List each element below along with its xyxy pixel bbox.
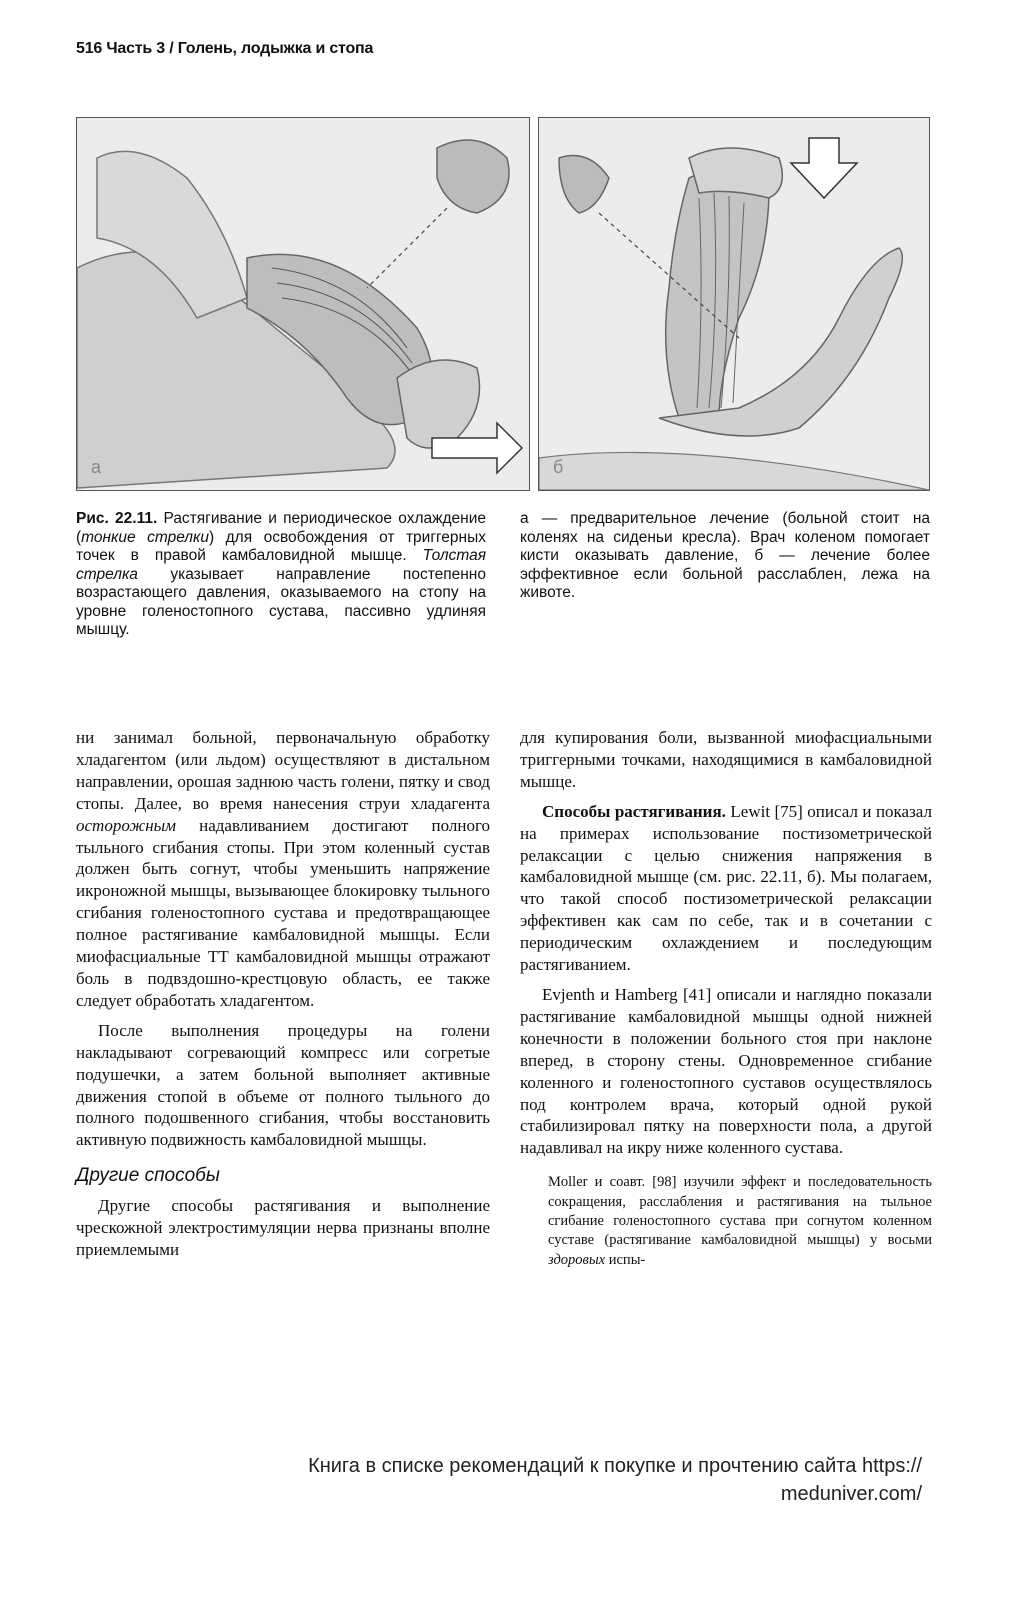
caption-figure-number: Рис. 22.11. — [76, 510, 158, 527]
paragraph-text: надавливанием достигают полного тыльного сгибания стопы. При этом коленный сустав должен быть согнут, чтобы уменьшить напряжение икроножной мышцы, вызывающее блокировку тыльного сгибания голеностопного сустава и предотвращающее полное растягивание камбаловидной мышцы. Если миофасциальные ТТ камбаловидной мышцы отражают боль в подвздошно-крестцовую область, ее также следует обработать хладагентом. — [76, 815, 490, 1010]
figure-a-illustration — [76, 117, 530, 491]
caption-text-3: указывает направление постепенно возрастающего давления, оказываемого на стопу на уровне голеностопного сустава, пассивно удлиняя мышцу. — [76, 565, 486, 638]
small-print-paragraph — [520, 1173, 932, 1270]
caption-italic-2: Толстая стрелка — [76, 547, 486, 583]
footer-line-2: meduniver.com/ — [780, 1483, 922, 1505]
caption-italic-1: тонкие стрелки — [81, 528, 209, 546]
body-column-left — [76, 727, 490, 1261]
paragraph: для купирования боли, вызванной миофасциальными триггерными точками, находящимися в камбаловидной мышце. — [520, 728, 932, 791]
figure-b-illustration — [538, 117, 930, 491]
figure-caption-left — [76, 510, 486, 640]
paragraph-text: Lewit [75] описал и показал на примерах использование постизометрической релаксации с целью снижения напряжения в камбаловидной мышце (см. рис. 22.11, б). Мы полагаем, что такой способ постизометрической релаксации эффективен как сам по себе, так и в сочетании с периодическим охлаждением и последующим растягиванием. — [520, 801, 932, 975]
paragraph: Другие способы растягивания и выполнение чрескожной электростимуляции нерва признаны вполне приемлемыми — [76, 1196, 490, 1259]
paragraph-text: ни занимал больной, первоначальную обработку хладагентом (или льдом) осуществляют в дистальном направлении, орошая заднюю часть голени, пятку и свод стопы. Далее, во время нанесения струи хладагента — [76, 728, 490, 813]
paragraph — [520, 801, 932, 976]
site-recommendation-footer — [162, 1452, 922, 1508]
footer-line-1: Книга в списке рекомендаций к покупке и прочтению сайта https:// — [308, 1455, 922, 1477]
section-subheading: Другие способы — [76, 1165, 220, 1187]
figure-caption-right: а — предварительное лечение (больной стоит на коленях на сиденьи кресла). Врач коленом помогает кисти оказывать давление, б — лечение более эффективное если больной расслаблен, лежа на животе. — [520, 510, 930, 601]
paragraph: После выполнения процедуры на голени накладывают согревающий компресс или согретые подушечки, а затем больной выполняет активные движения стопой в объеме от полного тыльного до полного подошвенного сгибания, чтобы восстановить активную подвижность камбаловидной мышцы. — [76, 1020, 490, 1150]
paragraph-italic: осторожным — [76, 815, 177, 835]
paragraph-text: Moller и соавт. [98] изучили эффект и последовательность сокращения, расслабления и растягивания на тыльное сгибание голеностопного сустава при согнутом коленном суставе (растягивание камбаловидной мышцы) у восьми — [548, 1174, 932, 1249]
paragraph-text: испы- — [605, 1251, 646, 1268]
paragraph-italic: здоровых — [548, 1251, 606, 1268]
figure-b-drawing — [539, 118, 929, 490]
figure-b-label: б — [553, 457, 564, 477]
section-run-in-heading: Способы растягивания. — [542, 801, 726, 821]
caption-text-2: ) для освобождения от триггерных точек в правой камбаловидной мышце. — [76, 528, 486, 564]
figure-a-label: a — [91, 457, 102, 477]
running-header: 516 Часть 3 / Голень, лодыжка и стопа — [76, 40, 374, 57]
paragraph — [76, 727, 490, 1012]
figure-a-drawing — [77, 118, 529, 490]
paragraph: Evjenth и Hamberg [41] описали и наглядно показали растягивание камбаловидной мышцы одной нижней конечности в положении больного стоя при наклоне вперед, в сторону стены. Одновременное сгибание коленного и голеностопного суставов осуществлялось под контролем врача, который одной рукой стабилизировал пятку на поверхности пола, а другой надавливал на икру ниже коленного сустава. — [520, 984, 932, 1158]
caption-text-1: Растягивание и периодическое охлаждение ( — [76, 510, 486, 546]
body-column-right — [520, 727, 932, 1270]
